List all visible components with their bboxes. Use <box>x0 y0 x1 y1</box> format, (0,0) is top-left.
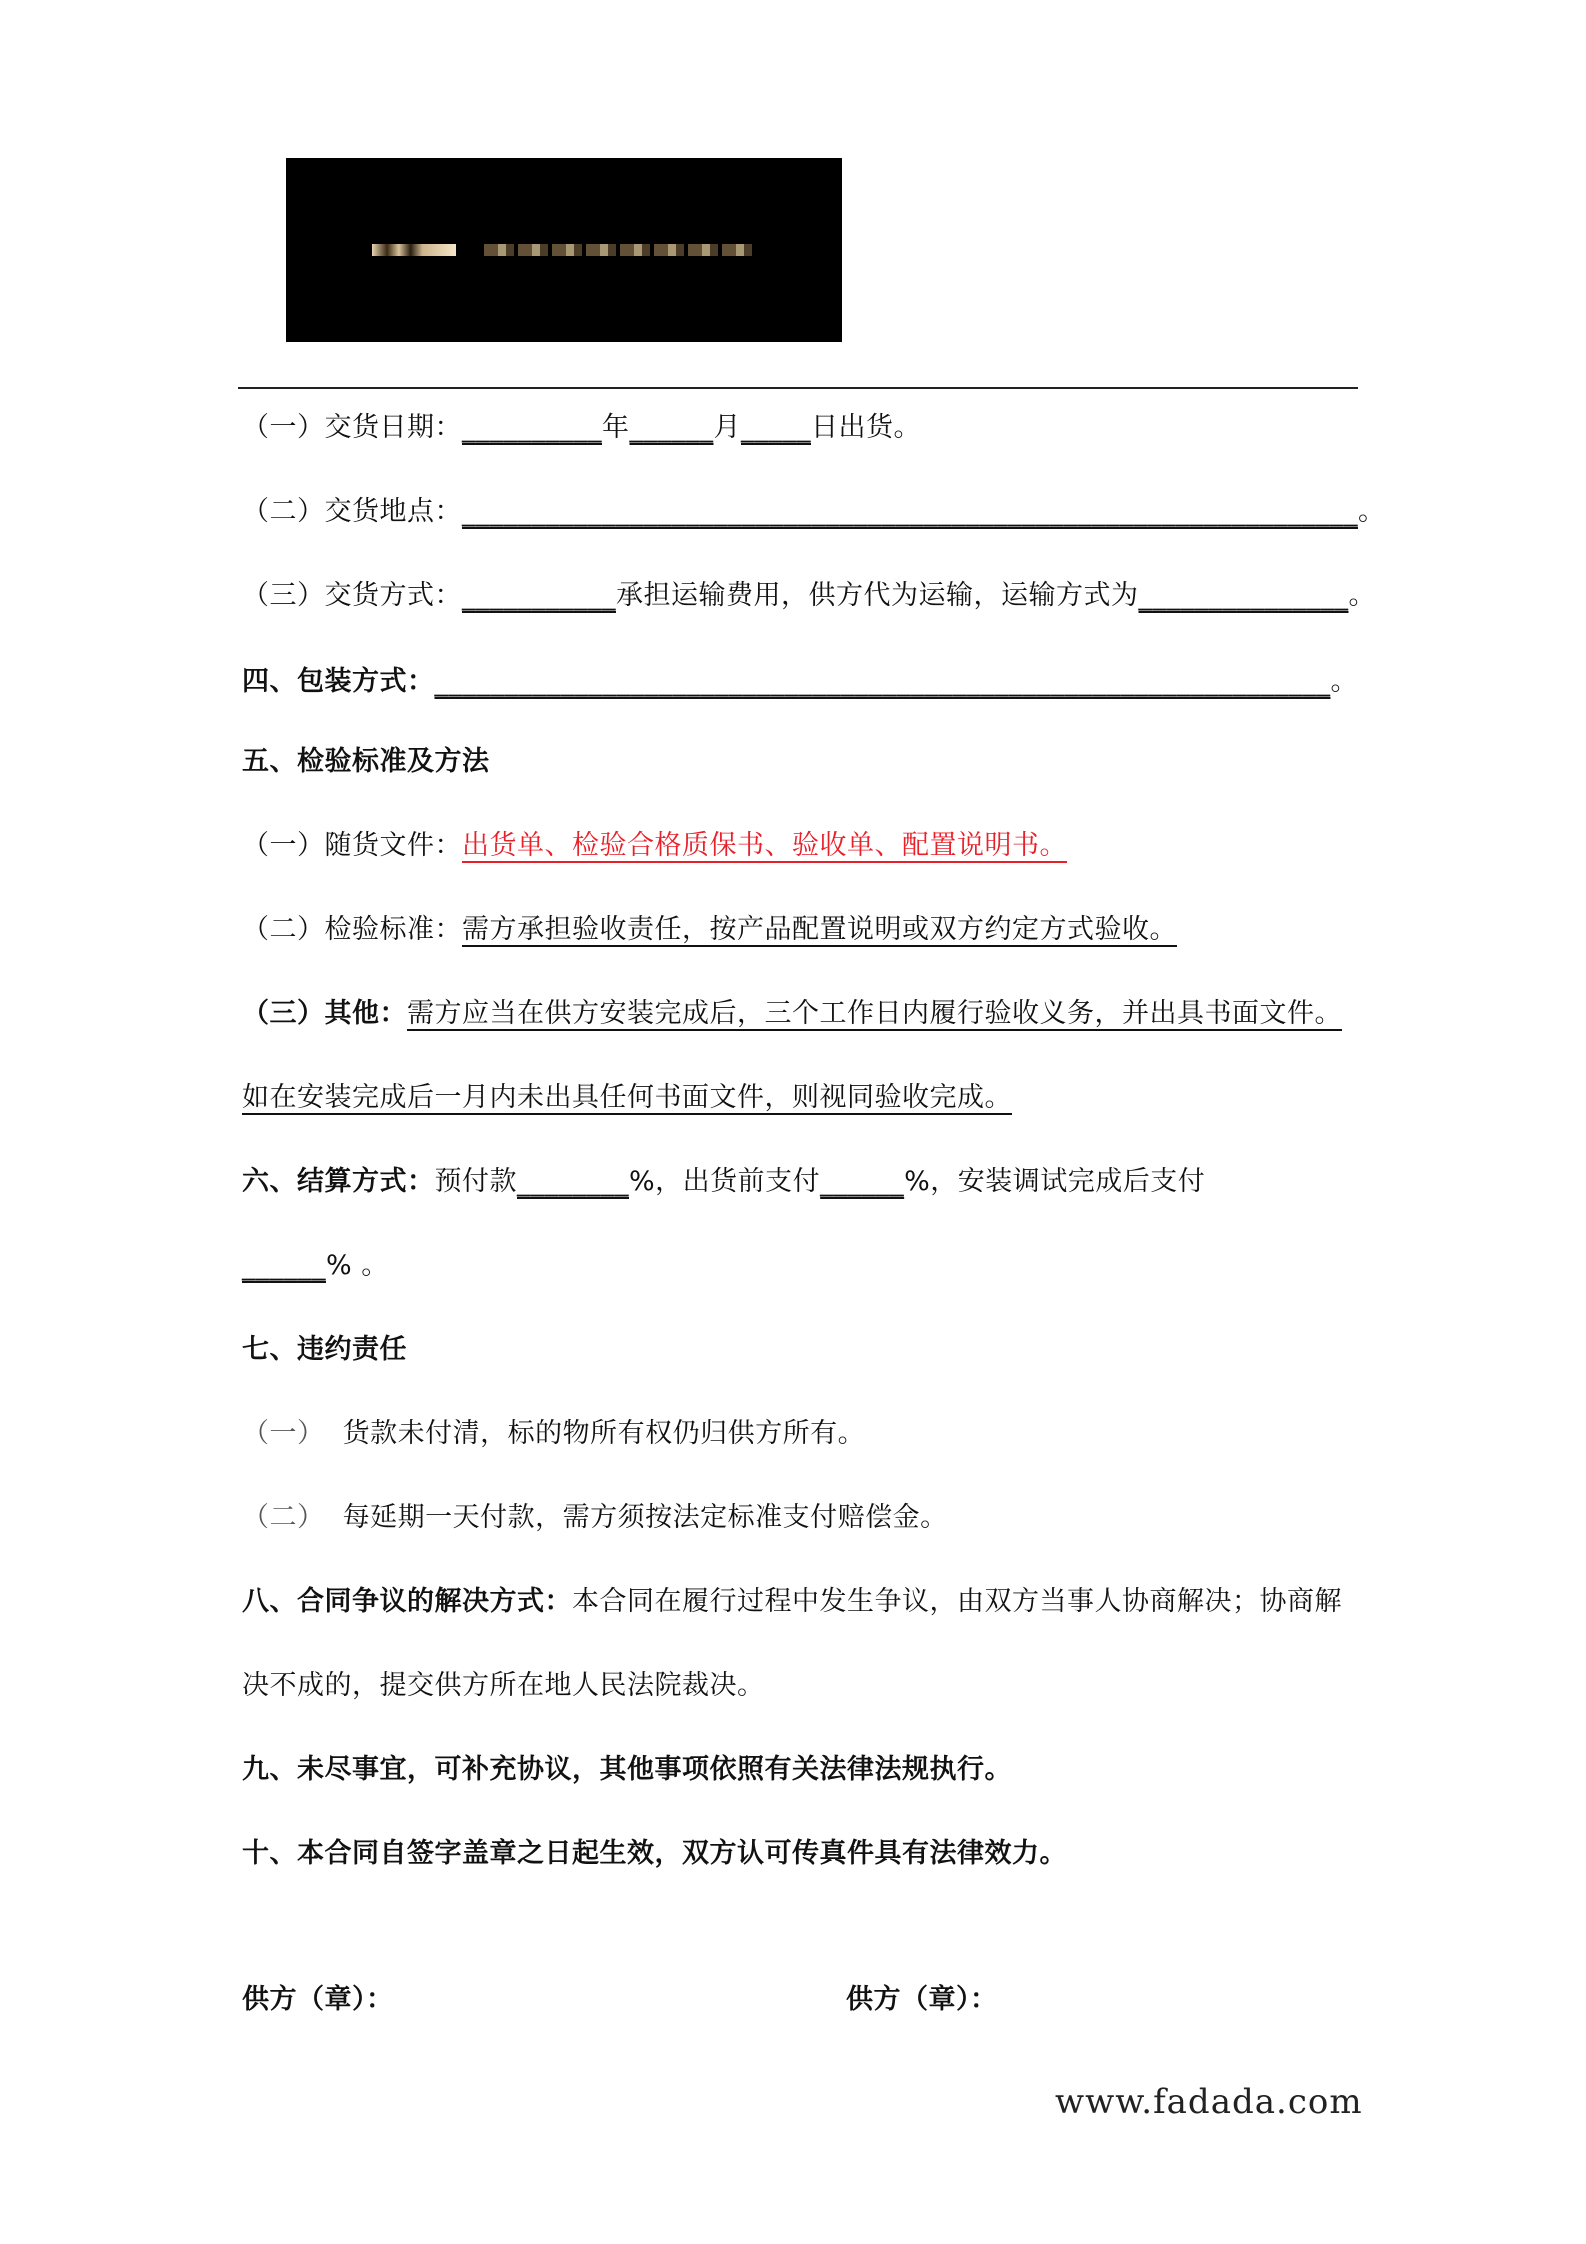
transport-mode-blank: _______________ <box>1138 580 1349 611</box>
after-install-text: %，安装调试完成后支付 <box>904 1166 1206 1197</box>
footer-url: www.fadada.com <box>1055 2082 1363 2122</box>
delivery-month-blank: ______ <box>629 412 714 443</box>
other-value: 需方应当在供方安装完成后，三个工作日内履行验收义务，并出具书面文件。 <box>407 998 1342 1029</box>
header-logo-banner <box>286 158 842 342</box>
other-label: （三）其他： <box>242 998 407 1029</box>
after-install-blank: ______ <box>242 1250 326 1281</box>
before-shipment-blank: ______ <box>820 1166 905 1197</box>
prepay-text: 预付款 <box>434 1166 517 1197</box>
packing-label: 四、包装方式： <box>242 666 435 697</box>
settlement-line-2 <box>242 1246 389 1286</box>
settlement-line <box>242 1162 1205 1202</box>
breach-2-text: 每延期一天付款，需方须按法定标准支付赔偿金。 <box>342 1502 948 1533</box>
clause-nine: 九、未尽事宜，可补充协议，其他事项依照有关法律法规执行。 <box>242 1754 1012 1785</box>
breach-2-label: （二） <box>242 1502 325 1533</box>
breach-item-2 <box>242 1498 948 1538</box>
docs-label: （一）随货文件： <box>242 830 462 861</box>
transport-payer-blank: ___________ <box>462 580 616 611</box>
settlement-label: 六、结算方式： <box>242 1166 435 1197</box>
standard-line <box>242 910 1177 950</box>
breach-item-1 <box>242 1414 865 1454</box>
before-shipment-text: %，出货前支付 <box>629 1166 821 1197</box>
period: 。 <box>1330 666 1358 697</box>
other-value-continued: 如在安装完成后一月内未出具任何书面文件，则视同验收完成。 <box>242 1082 1012 1113</box>
packing-line <box>242 662 1358 702</box>
packing-blank: ________________________________________________________________ <box>434 666 1331 697</box>
dispute-text-continued: 决不成的，提交供方所在地人民法院裁决。 <box>242 1670 765 1701</box>
breach-1-label: （一） <box>242 1418 325 1449</box>
other-line <box>242 994 1342 1034</box>
standard-label: （二）检验标准： <box>242 914 462 945</box>
delivery-method-label: （三）交货方式： <box>242 580 462 611</box>
signature-right: 供方（章）： <box>846 1984 998 2015</box>
clause-ten: 十、本合同自签字盖章之日起生效，双方认可传真件具有法律效力。 <box>242 1838 1067 1869</box>
delivery-year-blank: __________ <box>462 412 602 443</box>
year-text: 年 <box>602 412 630 443</box>
dispute-line <box>242 1582 1342 1622</box>
header-divider <box>238 387 1358 389</box>
breach-heading: 七、违约责任 <box>242 1334 407 1365</box>
month-text: 月 <box>713 412 741 443</box>
delivery-date-line <box>242 408 921 448</box>
brand-logo-icon <box>372 244 456 256</box>
docs-line <box>242 826 1067 866</box>
delivery-date-label: （一）交货日期： <box>242 412 462 443</box>
delivery-day-blank: _____ <box>741 412 811 443</box>
day-text: 日出货。 <box>811 412 921 443</box>
prepay-blank: ________ <box>517 1166 629 1197</box>
delivery-place-label: （二）交货地点： <box>242 496 462 527</box>
standard-value: 需方承担验收责任，按产品配置说明或双方约定方式验收。 <box>462 914 1177 945</box>
docs-value: 出货单、检验合格质保书、验收单、配置说明书。 <box>462 830 1067 861</box>
delivery-method-text: 承担运输费用，供方代为运输，运输方式为 <box>616 580 1139 611</box>
period: 。 <box>1358 496 1386 527</box>
period: 。 <box>1348 580 1376 611</box>
delivery-place-line <box>242 492 1386 532</box>
dispute-text: 本合同在履行过程中发生争议，由双方当事人协商解决；协商解 <box>572 1586 1342 1617</box>
dispute-label: 八、合同争议的解决方式： <box>242 1586 572 1617</box>
logo-tagline-image <box>484 244 752 256</box>
delivery-method-line <box>242 576 1376 616</box>
breach-1-text: 货款未付清，标的物所有权仍归供方所有。 <box>342 1418 866 1449</box>
other-line-2 <box>242 1078 1012 1118</box>
delivery-place-blank: ________________________________________________________________ <box>462 496 1358 527</box>
percent-end: % 。 <box>326 1250 389 1281</box>
logo-strip <box>372 244 752 256</box>
signature-left: 供方（章）： <box>242 1984 394 2015</box>
dispute-line-2 <box>242 1666 765 1706</box>
inspection-heading: 五、检验标准及方法 <box>242 746 490 777</box>
